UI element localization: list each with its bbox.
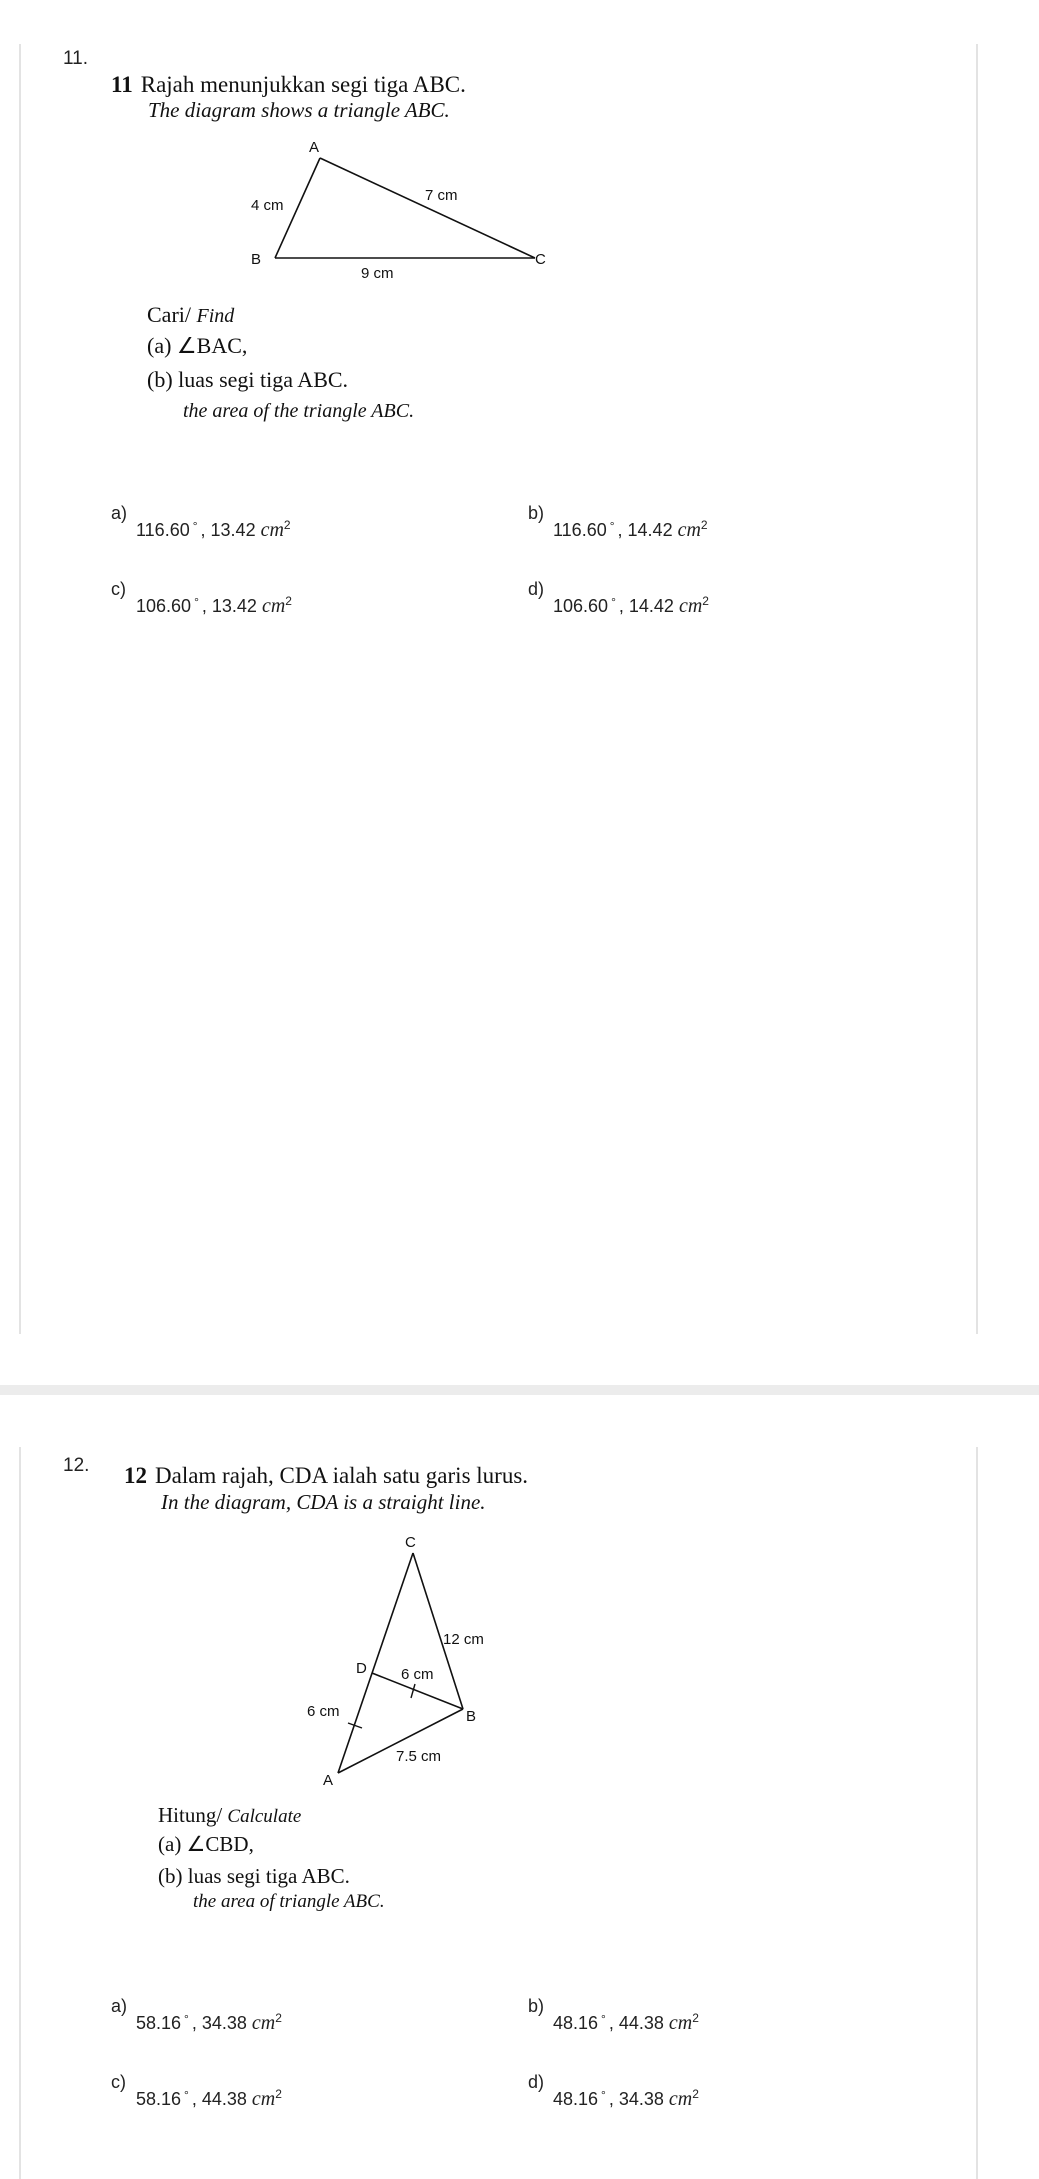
option-b-angle: 116.60 bbox=[553, 520, 607, 540]
option-b-power: 2 bbox=[692, 2011, 699, 2025]
find-instruction bbox=[158, 1803, 301, 1828]
option-b-area: , 14.42 bbox=[617, 520, 673, 540]
option-c-unit: cm bbox=[251, 2088, 276, 2110]
option-d[interactable] bbox=[553, 594, 709, 618]
question-heading bbox=[124, 1463, 528, 1489]
find-label: Hitung/ bbox=[158, 1803, 223, 1827]
part-b-english: the area of triangle ABC. bbox=[193, 1891, 385, 1912]
degree-symbol: ° bbox=[194, 595, 199, 609]
option-d-area: , 14.42 bbox=[618, 596, 674, 616]
degree-symbol: ° bbox=[184, 2088, 189, 2102]
part-b-english: the area of the triangle ABC. bbox=[183, 400, 415, 422]
option-b-letter: b) bbox=[528, 1996, 545, 2016]
heading-english: The diagram shows a triangle ABC. bbox=[148, 98, 450, 122]
option-a-unit: cm bbox=[251, 2012, 276, 2034]
vertex-c-label: C bbox=[535, 251, 546, 268]
option-b-area: , 44.38 bbox=[608, 2013, 664, 2033]
option-d-power: 2 bbox=[702, 594, 709, 608]
side-db-length: 6 cm bbox=[401, 1666, 434, 1683]
option-d-power: 2 bbox=[692, 2087, 699, 2101]
option-b-angle: 48.16 bbox=[553, 2013, 599, 2033]
degree-symbol: ° bbox=[184, 2012, 189, 2026]
side-ab-length: 7.5 cm bbox=[396, 1748, 442, 1765]
part-b: (b) luas segi tiga ABC. bbox=[158, 1864, 350, 1888]
find-label-english: Find bbox=[196, 305, 235, 327]
option-a-power: 2 bbox=[283, 518, 291, 532]
side-cb-length: 12 cm bbox=[443, 1631, 484, 1648]
vertex-d-label: D bbox=[356, 1660, 367, 1677]
degree-symbol: ° bbox=[192, 519, 198, 533]
side-ab-length: 4 cm bbox=[251, 197, 284, 214]
option-c-area: , 44.38 bbox=[191, 2089, 247, 2109]
option-a-area: , 13.42 bbox=[200, 520, 256, 540]
question-number: 12. bbox=[63, 1455, 90, 1476]
option-c-power: 2 bbox=[275, 2087, 282, 2101]
question-heading bbox=[111, 72, 466, 98]
option-c-angle: 58.16 bbox=[136, 2089, 182, 2109]
option-c-angle: 106.60 bbox=[136, 596, 192, 616]
degree-symbol: ° bbox=[609, 519, 615, 533]
option-d-angle: 106.60 bbox=[553, 596, 609, 616]
tick-mark-db bbox=[411, 1684, 415, 1698]
vertex-a-label: A bbox=[323, 1772, 334, 1789]
heading-number: 11 bbox=[111, 72, 133, 97]
side-bc-length: 9 cm bbox=[361, 265, 394, 282]
option-c-letter: c) bbox=[111, 2072, 126, 2092]
option-c[interactable] bbox=[136, 2087, 282, 2111]
triangle-cda-diagram bbox=[290, 1535, 560, 1795]
vertex-b-label: B bbox=[466, 1708, 477, 1725]
card-left-border bbox=[19, 44, 21, 1334]
vertex-b-label: B bbox=[251, 251, 262, 268]
card-right-border bbox=[976, 1447, 978, 2179]
option-a-letter: a) bbox=[111, 1996, 128, 2016]
option-a-angle: 58.16 bbox=[136, 2013, 182, 2033]
option-a[interactable] bbox=[136, 518, 291, 542]
degree-symbol: ° bbox=[611, 595, 616, 609]
option-d-area: , 34.38 bbox=[608, 2089, 664, 2109]
question-separator bbox=[0, 1385, 1039, 1395]
option-d[interactable] bbox=[553, 2087, 699, 2111]
side-ac bbox=[320, 158, 535, 258]
card-right-border bbox=[976, 44, 978, 1334]
vertex-c-label: C bbox=[405, 1535, 416, 1551]
option-a[interactable] bbox=[136, 2011, 282, 2035]
heading-text: Dalam rajah, CDA ialah satu garis lurus. bbox=[155, 1463, 529, 1488]
side-ac-length: 7 cm bbox=[425, 187, 458, 204]
part-b: (b) luas segi tiga ABC. bbox=[147, 367, 349, 392]
option-a-power: 2 bbox=[275, 2011, 282, 2025]
side-ad-length: 6 cm bbox=[307, 1703, 340, 1720]
question-card-12 bbox=[0, 1395, 1039, 2179]
option-d-unit: cm bbox=[668, 2088, 693, 2110]
heading-text: Rajah menunjukkan segi tiga ABC. bbox=[140, 72, 466, 97]
option-d-unit: cm bbox=[678, 595, 703, 617]
degree-symbol: ° bbox=[601, 2012, 606, 2026]
vertex-a-label: A bbox=[309, 139, 320, 156]
degree-symbol: ° bbox=[601, 2088, 606, 2102]
part-a: (a) ∠BAC, bbox=[147, 333, 248, 358]
option-c-unit: cm bbox=[261, 595, 286, 617]
option-c-letter: c) bbox=[111, 579, 126, 599]
option-c-power: 2 bbox=[285, 594, 292, 608]
find-label: Cari/ bbox=[147, 302, 191, 327]
option-d-letter: d) bbox=[528, 579, 545, 599]
find-instruction bbox=[147, 302, 234, 328]
card-left-border bbox=[19, 1447, 21, 2179]
option-b-unit: cm bbox=[677, 519, 701, 541]
option-a-unit: cm bbox=[260, 519, 284, 541]
option-b[interactable] bbox=[553, 2011, 699, 2035]
option-c-area: , 13.42 bbox=[201, 596, 257, 616]
option-a-angle: 116.60 bbox=[136, 520, 190, 540]
option-b-letter: b) bbox=[528, 503, 545, 523]
option-d-letter: d) bbox=[528, 2072, 545, 2092]
question-number: 11. bbox=[63, 48, 89, 69]
triangle-abc-diagram bbox=[235, 138, 565, 288]
heading-english: In the diagram, CDA is a straight line. bbox=[161, 1490, 486, 1514]
option-b[interactable] bbox=[553, 518, 708, 542]
option-d-angle: 48.16 bbox=[553, 2089, 599, 2109]
option-b-power: 2 bbox=[700, 518, 708, 532]
option-b-unit: cm bbox=[668, 2012, 693, 2034]
find-label-english: Calculate bbox=[227, 1806, 302, 1827]
option-a-letter: a) bbox=[111, 503, 128, 523]
option-a-area: , 34.38 bbox=[191, 2013, 247, 2033]
part-a: (a) ∠CBD, bbox=[158, 1832, 254, 1856]
option-c[interactable] bbox=[136, 594, 292, 618]
heading-number: 12 bbox=[124, 1463, 147, 1488]
